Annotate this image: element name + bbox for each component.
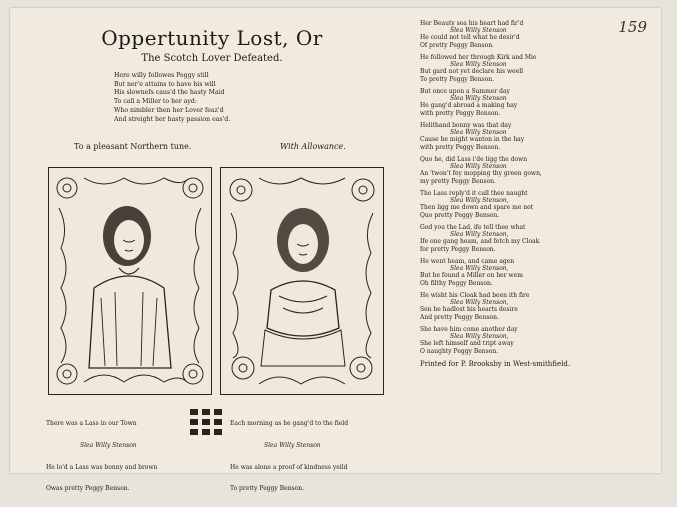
stanza-line: my pretty Peggy Benson. xyxy=(420,177,496,185)
verse-line: He lo'd a Lass was bonny and brown xyxy=(46,463,158,471)
allowance-note: With Allowance. xyxy=(280,142,346,151)
verse-bottom-right xyxy=(230,406,390,507)
stanza xyxy=(420,88,640,117)
woodcut-woman-illustration xyxy=(221,168,383,394)
stanza xyxy=(420,326,640,355)
woodcut-man-illustration xyxy=(49,168,211,394)
stanza-line: Slea Willy Stenson xyxy=(450,95,507,103)
stanza-line: Slea Willy Stenson, xyxy=(450,197,509,205)
stanza-line: The Lass reply'd it call thee naught xyxy=(420,190,528,197)
stanza xyxy=(420,224,640,253)
tune-note: To a pleasant Northern tune. xyxy=(74,142,192,151)
verse-line: Slea Willy Stenson xyxy=(80,442,137,450)
stanza-line: Slea Willy Stenson, xyxy=(450,299,509,307)
intro-line: But ner'e attains to have his will xyxy=(114,80,216,88)
stanza-line: for pretty Peggy Benson. xyxy=(420,245,496,253)
stanza-line: Sen he hadlost his hearts desire xyxy=(420,306,518,314)
stanza-line: Her Beauty sea his heart had fir'd xyxy=(420,20,524,27)
stanza-line: Oh filthy Peggy Benson. xyxy=(420,279,493,287)
stanza-line: But he found a Miller on her wem xyxy=(420,272,523,280)
stanza-line: He wisht his Cloak had been ith fire xyxy=(420,292,530,299)
stanza-line: with pretty Peggy Benson. xyxy=(420,143,501,151)
stanza-line: But once upon a Summer day xyxy=(420,88,510,95)
stanza-line: Slea Willy Stenson xyxy=(450,163,507,171)
imprint: Printed for P. Brooksby in West-smithfield. xyxy=(420,360,571,368)
stanza-line: Slea Willy Stenson, xyxy=(450,265,509,273)
verse-column xyxy=(420,20,640,368)
intro-line: Here willy followes Peggy still xyxy=(114,72,209,79)
stanza xyxy=(420,258,640,287)
page-number: 159 xyxy=(618,18,647,36)
stanza-line: He could not tell what he desir'd xyxy=(420,34,520,42)
stanza-line: God you the Lad, ife tell thee what xyxy=(420,224,526,231)
stanza xyxy=(420,20,640,49)
ballad-title: Oppertunity Lost, Or xyxy=(101,26,323,50)
stanza-line: Slea Willy Stenson xyxy=(450,129,507,137)
stanza-line: He went heam, and came agen xyxy=(420,258,515,265)
stanza-line: Then ligg me down and spare me not xyxy=(420,204,534,212)
stanza-line: An 'twon't fey mopping thy green gown, xyxy=(420,170,542,178)
verse-line: Slea Willy Stenson xyxy=(264,442,321,450)
stanza-line: with pretty Peggy Benson. xyxy=(420,109,501,117)
stanza-line: Slea Willy Stenson xyxy=(450,61,507,69)
stanza xyxy=(420,190,640,219)
stanza-line: But gard not yet declare his weell xyxy=(420,68,524,76)
stanza-line: To pretty Peggy Benson. xyxy=(420,75,495,83)
stanza xyxy=(420,54,640,83)
stanza-line: She have him come another day xyxy=(420,326,518,333)
stanza xyxy=(420,122,640,151)
stanza-line: Quo pretty Peggy Benson. xyxy=(420,211,500,219)
intro-line: His slownefs caus'd the hasty Maid xyxy=(114,89,225,97)
stanza-line: He gang'd abroad a making hay xyxy=(420,102,518,110)
ballad-sheet xyxy=(10,8,661,493)
woodcut-woman xyxy=(220,167,384,395)
intro-line: And streight her hasty passion eas'd. xyxy=(114,115,231,123)
verse-line: He was alone a proof of kindness yeild xyxy=(230,463,348,471)
intro-verse xyxy=(114,72,314,124)
stanza-line: Slea Willy Stenson, xyxy=(450,231,509,239)
ballad-subtitle: The Scotch Lover Defeated. xyxy=(141,53,283,64)
verse-line: To pretty Peggy Benson. xyxy=(230,485,305,493)
stanza xyxy=(420,292,640,321)
stanza-line: He followed her through Kirk and Mie xyxy=(420,54,537,61)
stanza-line: Slea Willy Stenson xyxy=(450,27,507,35)
verse-line: Owas pretty Peggy Benson. xyxy=(46,485,130,493)
stanza-line: Cause he might wanton in the hay xyxy=(420,136,525,144)
verse-line: Each morning as he gang'd to the field xyxy=(230,420,349,428)
stanza-line: She left himself and tript away xyxy=(420,340,514,348)
stanza-line: Of pretty Peggy Benson. xyxy=(420,41,495,49)
stanza-line: O naughty Peggy Benson. xyxy=(420,347,499,355)
stanza-line: Slea Willy Stenson, xyxy=(450,333,509,341)
stanza-line: And pretty Peggy Benson. xyxy=(420,313,499,321)
stanza-line: Quo he, did Lass i'de ligg the down xyxy=(420,156,528,163)
intro-line: To call a Miller to her ayd: xyxy=(114,98,197,106)
stanza xyxy=(420,156,640,185)
intro-line: Who nimbler then her Lover feaz'd xyxy=(114,106,224,114)
woodcut-man xyxy=(48,167,212,395)
stanza-line: Ife one gang heam, and fetch my Cloak xyxy=(420,238,540,246)
stanza-line: Helithand bonny was that day xyxy=(420,122,512,129)
verse-line: There was a Lass in our Town xyxy=(46,420,137,428)
verse-bottom-left xyxy=(46,406,206,507)
ornament-icon xyxy=(188,406,228,438)
